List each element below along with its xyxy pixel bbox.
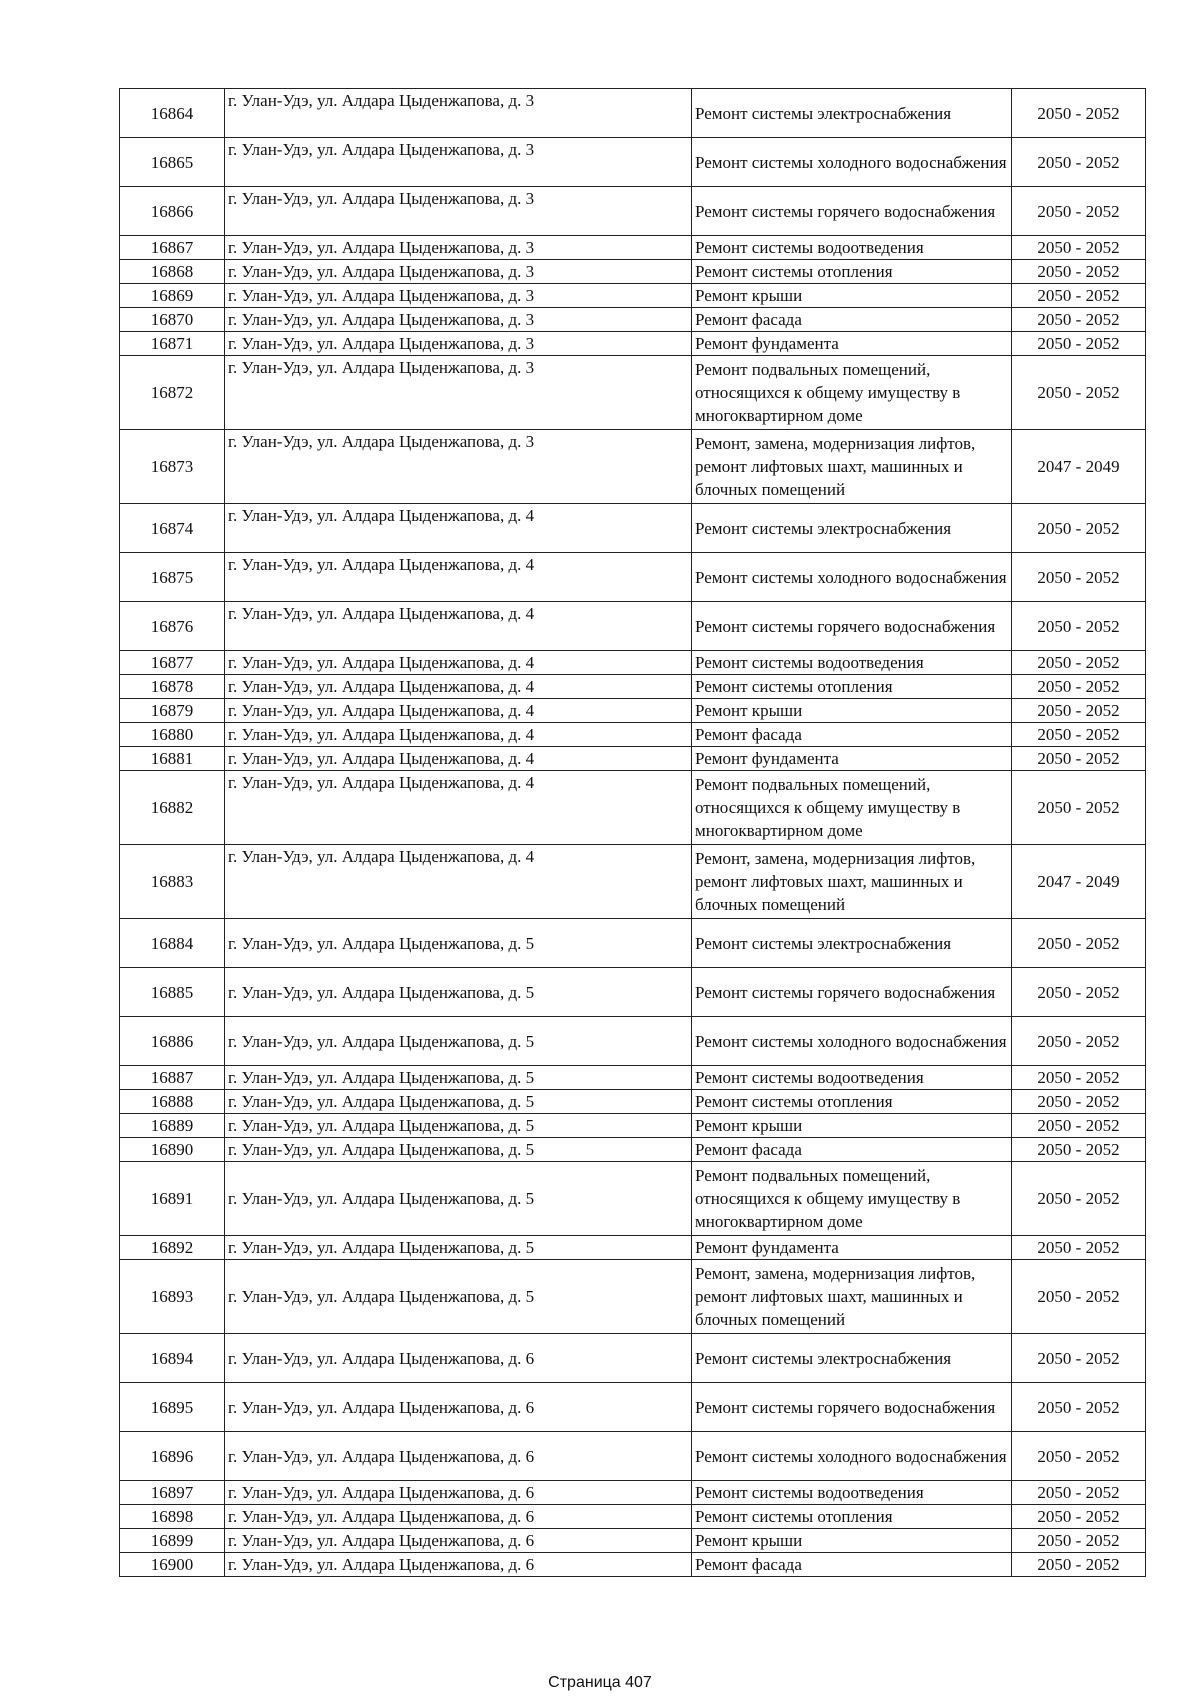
period-cell: 2050 - 2052 [1012, 1138, 1146, 1162]
table-row [120, 1383, 1146, 1432]
row-number-cell: 16891 [120, 1162, 225, 1236]
period-cell: 2050 - 2052 [1012, 1066, 1146, 1090]
work-type-cell: Ремонт системы отопления [692, 1090, 1012, 1114]
period-cell: 2050 - 2052 [1012, 1481, 1146, 1505]
table-row [120, 284, 1146, 308]
work-type-cell: Ремонт системы электроснабжения [692, 504, 1012, 553]
work-type-cell: Ремонт крыши [692, 284, 1012, 308]
row-number-cell: 16898 [120, 1505, 225, 1529]
page-number: Страница 407 [548, 1674, 652, 1691]
work-type-cell: Ремонт крыши [692, 699, 1012, 723]
row-number-cell: 16868 [120, 260, 225, 284]
row-number-cell: 16890 [120, 1138, 225, 1162]
period-cell: 2050 - 2052 [1012, 1090, 1146, 1114]
address-cell: г. Улан-Удэ, ул. Алдара Цыденжапова, д. 4 [225, 675, 692, 699]
work-type-cell: Ремонт системы холодного водоснабжения [692, 1432, 1012, 1481]
table-row [120, 1138, 1146, 1162]
row-number-cell: 16876 [120, 602, 225, 651]
period-cell: 2050 - 2052 [1012, 553, 1146, 602]
table-row [120, 430, 1146, 504]
table-row [120, 1090, 1146, 1114]
row-number-cell: 16872 [120, 356, 225, 430]
row-number-cell: 16896 [120, 1432, 225, 1481]
table-row [120, 1529, 1146, 1553]
address-cell: г. Улан-Удэ, ул. Алдара Цыденжапова, д. 4 [225, 553, 692, 602]
table-row [120, 1334, 1146, 1383]
row-number-cell: 16881 [120, 747, 225, 771]
row-number-cell: 16866 [120, 187, 225, 236]
row-number-cell: 16878 [120, 675, 225, 699]
table-row [120, 332, 1146, 356]
table-row [120, 747, 1146, 771]
table-row [120, 1017, 1146, 1066]
table-row [120, 1553, 1146, 1577]
work-type-cell: Ремонт системы холодного водоснабжения [692, 138, 1012, 187]
row-number-cell: 16870 [120, 308, 225, 332]
row-number-cell: 16885 [120, 968, 225, 1017]
address-cell: г. Улан-Удэ, ул. Алдара Цыденжапова, д. 6 [225, 1529, 692, 1553]
row-number-cell: 16895 [120, 1383, 225, 1432]
table-row [120, 1114, 1146, 1138]
address-cell: г. Улан-Удэ, ул. Алдара Цыденжапова, д. 3 [225, 308, 692, 332]
table-row [120, 699, 1146, 723]
work-type-cell: Ремонт системы водоотведения [692, 1481, 1012, 1505]
address-cell: г. Улан-Удэ, ул. Алдара Цыденжапова, д. 3 [225, 284, 692, 308]
work-type-cell: Ремонт, замена, модернизация лифтов, ремонт лифтовых шахт, машинных и блочных помещений [692, 845, 1012, 919]
row-number-cell: 16883 [120, 845, 225, 919]
period-cell: 2050 - 2052 [1012, 1553, 1146, 1577]
address-cell: г. Улан-Удэ, ул. Алдара Цыденжапова, д. 5 [225, 1090, 692, 1114]
address-cell: г. Улан-Удэ, ул. Алдара Цыденжапова, д. 6 [225, 1505, 692, 1529]
address-cell: г. Улан-Удэ, ул. Алдара Цыденжапова, д. 5 [225, 1017, 692, 1066]
address-cell: г. Улан-Удэ, ул. Алдара Цыденжапова, д. 5 [225, 919, 692, 968]
table-row [120, 602, 1146, 651]
row-number-cell: 16864 [120, 89, 225, 138]
work-type-cell: Ремонт системы электроснабжения [692, 919, 1012, 968]
address-cell: г. Улан-Удэ, ул. Алдара Цыденжапова, д. 4 [225, 651, 692, 675]
table-row [120, 138, 1146, 187]
period-cell: 2050 - 2052 [1012, 504, 1146, 553]
period-cell: 2050 - 2052 [1012, 723, 1146, 747]
work-type-cell: Ремонт системы водоотведения [692, 1066, 1012, 1090]
address-cell: г. Улан-Удэ, ул. Алдара Цыденжапова, д. 4 [225, 504, 692, 553]
period-cell: 2050 - 2052 [1012, 651, 1146, 675]
table-body [120, 89, 1146, 1577]
row-number-cell: 16884 [120, 919, 225, 968]
table-row [120, 553, 1146, 602]
address-cell: г. Улан-Удэ, ул. Алдара Цыденжапова, д. 4 [225, 602, 692, 651]
table-row [120, 236, 1146, 260]
period-cell: 2047 - 2049 [1012, 845, 1146, 919]
row-number-cell: 16869 [120, 284, 225, 308]
repair-schedule-table [119, 88, 1146, 1577]
row-number-cell: 16894 [120, 1334, 225, 1383]
work-type-cell: Ремонт системы отопления [692, 1505, 1012, 1529]
row-number-cell: 16899 [120, 1529, 225, 1553]
table-row [120, 1260, 1146, 1334]
table-row [120, 1236, 1146, 1260]
address-cell: г. Улан-Удэ, ул. Алдара Цыденжапова, д. 3 [225, 236, 692, 260]
table-row [120, 845, 1146, 919]
address-cell: г. Улан-Удэ, ул. Алдара Цыденжапова, д. 4 [225, 699, 692, 723]
address-cell: г. Улан-Удэ, ул. Алдара Цыденжапова, д. 5 [225, 1236, 692, 1260]
table-row [120, 1432, 1146, 1481]
row-number-cell: 16893 [120, 1260, 225, 1334]
table-row [120, 260, 1146, 284]
row-number-cell: 16882 [120, 771, 225, 845]
period-cell: 2050 - 2052 [1012, 675, 1146, 699]
work-type-cell: Ремонт системы горячего водоснабжения [692, 1383, 1012, 1432]
address-cell: г. Улан-Удэ, ул. Алдара Цыденжапова, д. 3 [225, 187, 692, 236]
row-number-cell: 16888 [120, 1090, 225, 1114]
row-number-cell: 16871 [120, 332, 225, 356]
address-cell: г. Улан-Удэ, ул. Алдара Цыденжапова, д. 3 [225, 430, 692, 504]
work-type-cell: Ремонт фундамента [692, 1236, 1012, 1260]
period-cell: 2050 - 2052 [1012, 771, 1146, 845]
work-type-cell: Ремонт фундамента [692, 747, 1012, 771]
work-type-cell: Ремонт подвальных помещений, относящихся к общему имуществу в многоквартирном доме [692, 771, 1012, 845]
period-cell: 2050 - 2052 [1012, 138, 1146, 187]
address-cell: г. Улан-Удэ, ул. Алдара Цыденжапова, д. 4 [225, 845, 692, 919]
address-cell: г. Улан-Удэ, ул. Алдара Цыденжапова, д. 5 [225, 1138, 692, 1162]
table-row [120, 504, 1146, 553]
work-type-cell: Ремонт системы холодного водоснабжения [692, 1017, 1012, 1066]
work-type-cell: Ремонт системы отопления [692, 675, 1012, 699]
period-cell: 2050 - 2052 [1012, 968, 1146, 1017]
period-cell: 2047 - 2049 [1012, 430, 1146, 504]
period-cell: 2050 - 2052 [1012, 747, 1146, 771]
table-row [120, 1481, 1146, 1505]
address-cell: г. Улан-Удэ, ул. Алдара Цыденжапова, д. 5 [225, 1114, 692, 1138]
period-cell: 2050 - 2052 [1012, 1529, 1146, 1553]
row-number-cell: 16873 [120, 430, 225, 504]
table-row [120, 651, 1146, 675]
period-cell: 2050 - 2052 [1012, 236, 1146, 260]
row-number-cell: 16892 [120, 1236, 225, 1260]
work-type-cell: Ремонт подвальных помещений, относящихся к общему имуществу в многоквартирном доме [692, 356, 1012, 430]
period-cell: 2050 - 2052 [1012, 1260, 1146, 1334]
row-number-cell: 16875 [120, 553, 225, 602]
address-cell: г. Улан-Удэ, ул. Алдара Цыденжапова, д. 3 [225, 356, 692, 430]
table-row [120, 1505, 1146, 1529]
work-type-cell: Ремонт системы горячего водоснабжения [692, 187, 1012, 236]
period-cell: 2050 - 2052 [1012, 308, 1146, 332]
address-cell: г. Улан-Удэ, ул. Алдара Цыденжапова, д. 3 [225, 89, 692, 138]
row-number-cell: 16874 [120, 504, 225, 553]
period-cell: 2050 - 2052 [1012, 1432, 1146, 1481]
table-row [120, 356, 1146, 430]
period-cell: 2050 - 2052 [1012, 1383, 1146, 1432]
period-cell: 2050 - 2052 [1012, 89, 1146, 138]
work-type-cell: Ремонт системы электроснабжения [692, 1334, 1012, 1383]
table-row [120, 1162, 1146, 1236]
work-type-cell: Ремонт фундамента [692, 332, 1012, 356]
period-cell: 2050 - 2052 [1012, 1236, 1146, 1260]
work-type-cell: Ремонт крыши [692, 1114, 1012, 1138]
table-row [120, 89, 1146, 138]
address-cell: г. Улан-Удэ, ул. Алдара Цыденжапова, д. 4 [225, 771, 692, 845]
work-type-cell: Ремонт системы холодного водоснабжения [692, 553, 1012, 602]
row-number-cell: 16879 [120, 699, 225, 723]
row-number-cell: 16877 [120, 651, 225, 675]
period-cell: 2050 - 2052 [1012, 1017, 1146, 1066]
row-number-cell: 16900 [120, 1553, 225, 1577]
table-row [120, 1066, 1146, 1090]
row-number-cell: 16886 [120, 1017, 225, 1066]
row-number-cell: 16887 [120, 1066, 225, 1090]
address-cell: г. Улан-Удэ, ул. Алдара Цыденжапова, д. 4 [225, 747, 692, 771]
work-type-cell: Ремонт системы водоотведения [692, 236, 1012, 260]
work-type-cell: Ремонт фасада [692, 308, 1012, 332]
work-type-cell: Ремонт, замена, модернизация лифтов, ремонт лифтовых шахт, машинных и блочных помещений [692, 1260, 1012, 1334]
work-type-cell: Ремонт системы горячего водоснабжения [692, 968, 1012, 1017]
address-cell: г. Улан-Удэ, ул. Алдара Цыденжапова, д. 6 [225, 1383, 692, 1432]
period-cell: 2050 - 2052 [1012, 919, 1146, 968]
address-cell: г. Улан-Удэ, ул. Алдара Цыденжапова, д. 6 [225, 1334, 692, 1383]
period-cell: 2050 - 2052 [1012, 332, 1146, 356]
table-row [120, 968, 1146, 1017]
period-cell: 2050 - 2052 [1012, 1114, 1146, 1138]
table-row [120, 308, 1146, 332]
address-cell: г. Улан-Удэ, ул. Алдара Цыденжапова, д. 5 [225, 1162, 692, 1236]
period-cell: 2050 - 2052 [1012, 1505, 1146, 1529]
work-type-cell: Ремонт системы водоотведения [692, 651, 1012, 675]
address-cell: г. Улан-Удэ, ул. Алдара Цыденжапова, д. 3 [225, 138, 692, 187]
work-type-cell: Ремонт системы отопления [692, 260, 1012, 284]
address-cell: г. Улан-Удэ, ул. Алдара Цыденжапова, д. 5 [225, 1066, 692, 1090]
address-cell: г. Улан-Удэ, ул. Алдара Цыденжапова, д. 4 [225, 723, 692, 747]
row-number-cell: 16880 [120, 723, 225, 747]
work-type-cell: Ремонт системы горячего водоснабжения [692, 602, 1012, 651]
work-type-cell: Ремонт крыши [692, 1529, 1012, 1553]
work-type-cell: Ремонт подвальных помещений, относящихся к общему имуществу в многоквартирном доме [692, 1162, 1012, 1236]
address-cell: г. Улан-Удэ, ул. Алдара Цыденжапова, д. 6 [225, 1432, 692, 1481]
work-type-cell: Ремонт, замена, модернизация лифтов, ремонт лифтовых шахт, машинных и блочных помещений [692, 430, 1012, 504]
table-row [120, 919, 1146, 968]
work-type-cell: Ремонт фасада [692, 1553, 1012, 1577]
address-cell: г. Улан-Удэ, ул. Алдара Цыденжапова, д. 6 [225, 1481, 692, 1505]
work-type-cell: Ремонт системы электроснабжения [692, 89, 1012, 138]
address-cell: г. Улан-Удэ, ул. Алдара Цыденжапова, д. 6 [225, 1553, 692, 1577]
period-cell: 2050 - 2052 [1012, 1334, 1146, 1383]
address-cell: г. Улан-Удэ, ул. Алдара Цыденжапова, д. 3 [225, 332, 692, 356]
period-cell: 2050 - 2052 [1012, 699, 1146, 723]
row-number-cell: 16867 [120, 236, 225, 260]
period-cell: 2050 - 2052 [1012, 356, 1146, 430]
row-number-cell: 16865 [120, 138, 225, 187]
period-cell: 2050 - 2052 [1012, 187, 1146, 236]
period-cell: 2050 - 2052 [1012, 602, 1146, 651]
period-cell: 2050 - 2052 [1012, 1162, 1146, 1236]
period-cell: 2050 - 2052 [1012, 284, 1146, 308]
work-type-cell: Ремонт фасада [692, 1138, 1012, 1162]
row-number-cell: 16889 [120, 1114, 225, 1138]
address-cell: г. Улан-Удэ, ул. Алдара Цыденжапова, д. 5 [225, 968, 692, 1017]
table-row [120, 723, 1146, 747]
table-row [120, 187, 1146, 236]
table-row [120, 771, 1146, 845]
table-row [120, 675, 1146, 699]
work-type-cell: Ремонт фасада [692, 723, 1012, 747]
address-cell: г. Улан-Удэ, ул. Алдара Цыденжапова, д. 5 [225, 1260, 692, 1334]
row-number-cell: 16897 [120, 1481, 225, 1505]
period-cell: 2050 - 2052 [1012, 260, 1146, 284]
address-cell: г. Улан-Удэ, ул. Алдара Цыденжапова, д. 3 [225, 260, 692, 284]
